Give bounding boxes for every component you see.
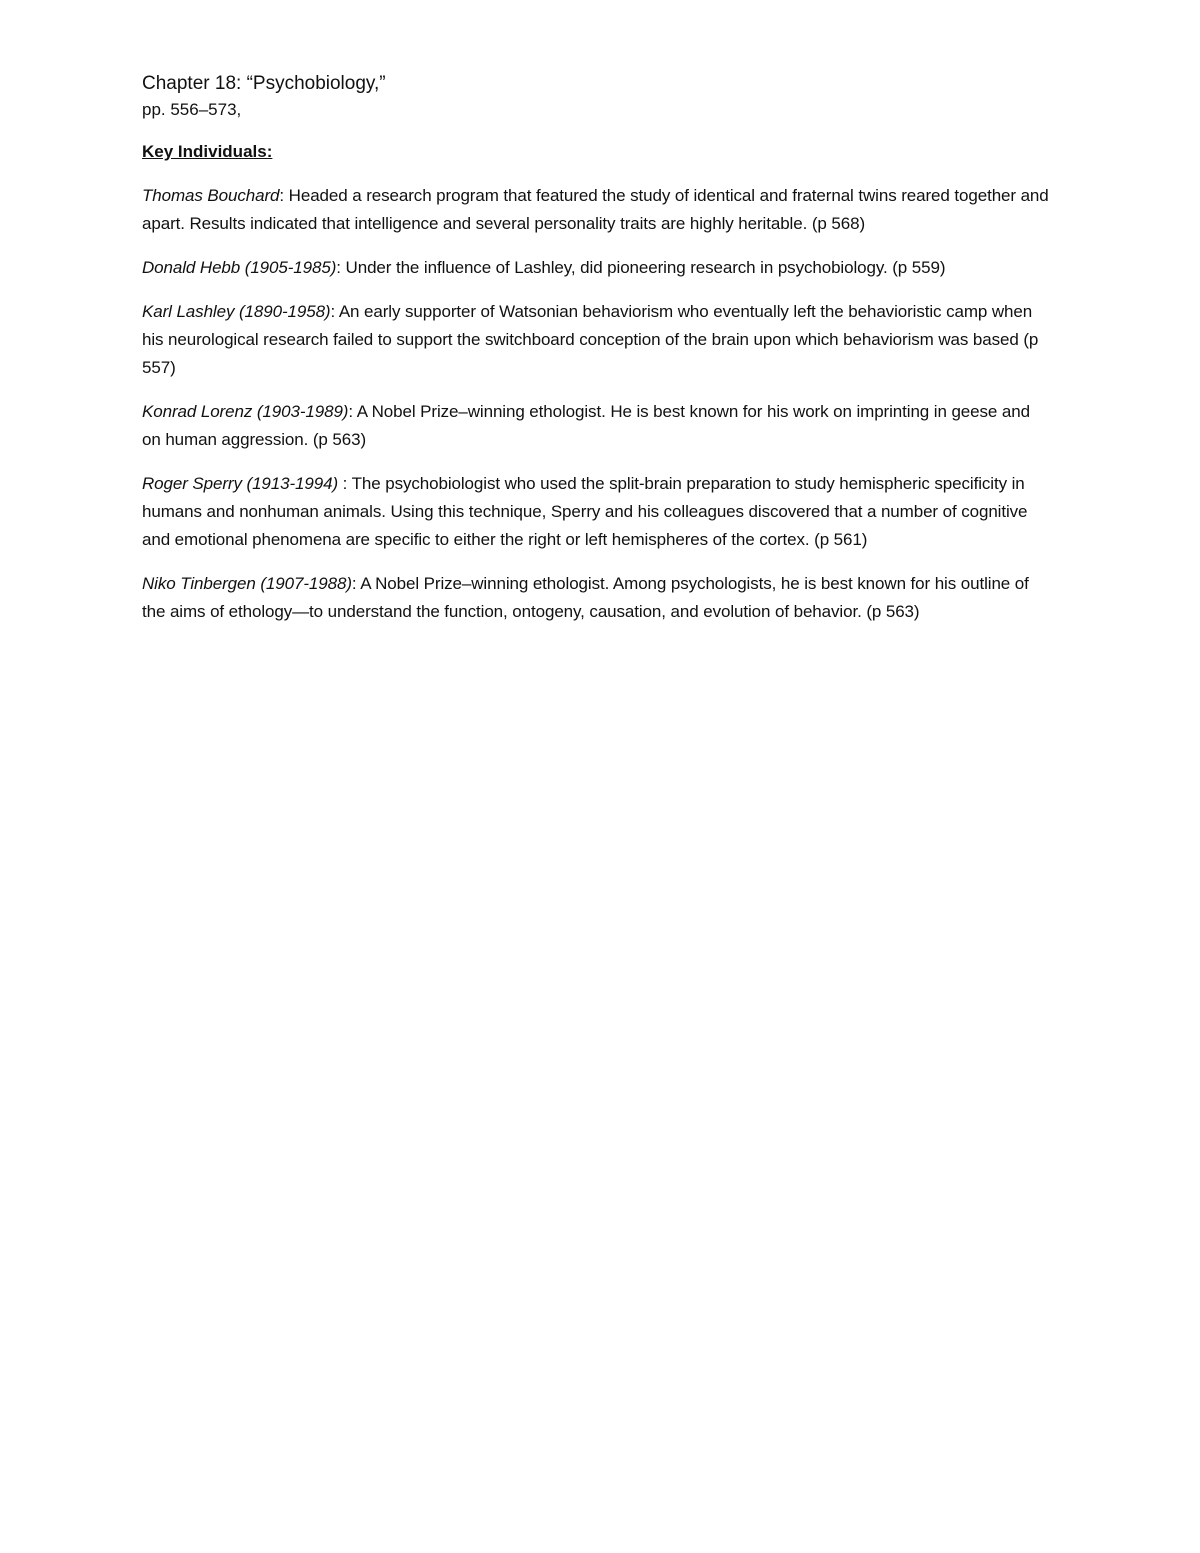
entry-separator: : <box>279 186 289 205</box>
chapter-title: Chapter 18: “Psychobiology,” <box>142 73 386 94</box>
entry-bouchard <box>142 182 1052 238</box>
entry-name: Thomas Bouchard <box>142 186 280 205</box>
entry-name: Niko Tinbergen (1907-1988) <box>142 574 352 593</box>
document-page <box>142 70 1052 642</box>
section-heading: Key Individuals: <box>142 142 273 161</box>
entry-name: Karl Lashley (1890-1958) <box>142 302 331 321</box>
entry-tinbergen <box>142 570 1052 626</box>
entry-text: A Nobel Prize–winning ethologist. He is best known for his work on imprinting in geese and on human aggression. (p 563) <box>142 402 1030 449</box>
entry-name: Konrad Lorenz (1903-1989) <box>142 402 349 421</box>
entry-text: An early supporter of Watsonian behaviorism who eventually left the behavioristic camp when his neurological research failed to support the switchboard conception of the brain upon which behaviorism was based (p 557) <box>142 302 1039 377</box>
page-range: pp. 556–573, <box>142 100 242 119</box>
entry-separator: : <box>336 258 346 277</box>
entry-sperry <box>142 470 1052 554</box>
entry-lorenz <box>142 398 1052 454</box>
entry-separator: : <box>338 474 352 493</box>
entry-text: A Nobel Prize–winning ethologist. Among psychologists, he is best known for his outline of the aims of ethology—to understand the function, ontogeny, causation, and evolution of behavior. (p 563) <box>142 574 1029 621</box>
entry-name: Roger Sperry (1913-1994) <box>142 474 339 493</box>
entry-name: Donald Hebb (1905-1985) <box>142 258 337 277</box>
entry-separator: : <box>348 402 357 421</box>
entry-text: Headed a research program that featured the study of identical and fraternal twins reared together and apart. Results indicated that intelligence and several personality traits are highly heritable. (p 568) <box>142 186 1049 233</box>
entry-text: Under the influence of Lashley, did pioneering research in psychobiology. (p 559) <box>345 258 946 277</box>
entry-text: The psychobiologist who used the split-brain preparation to study hemispheric specificity in humans and nonhuman animals. Using this technique, Sperry and his colleagues discovered that a number of cognitive and emotional phenomena are specific to either the right or left hemispheres of the cortex. (p 561) <box>142 474 1028 549</box>
entry-lashley <box>142 298 1052 382</box>
entry-separator: : <box>351 574 361 593</box>
entry-separator: : <box>330 302 339 321</box>
entry-hebb <box>142 254 1052 282</box>
